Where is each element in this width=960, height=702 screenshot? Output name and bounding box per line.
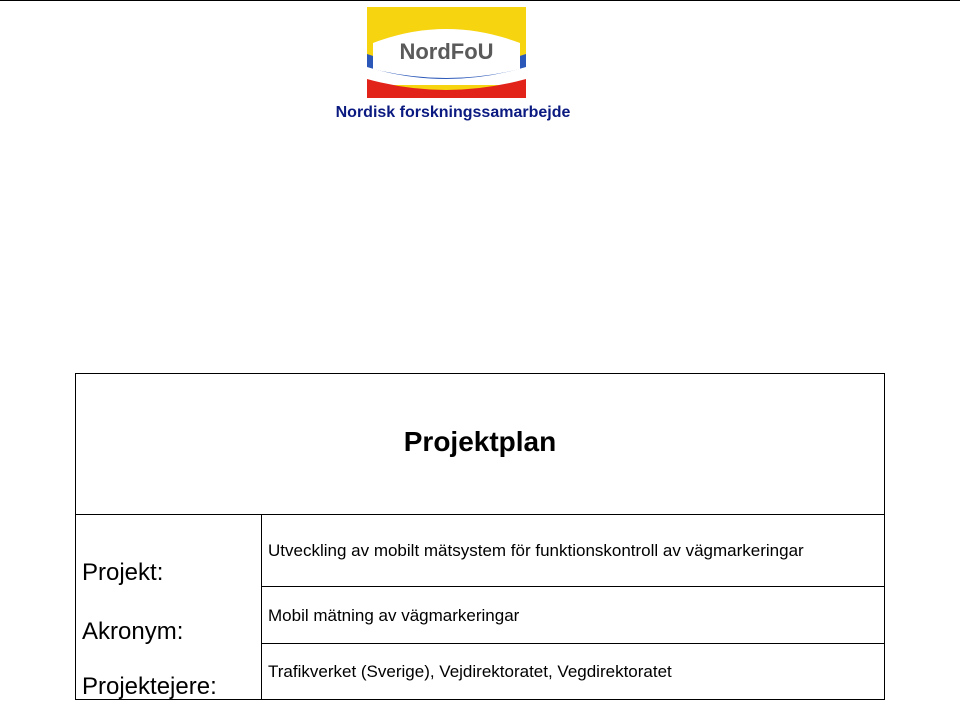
label-akronym: Akronym: xyxy=(82,618,184,645)
top-rule xyxy=(0,0,960,1)
value-akronym: Mobil mätning av vägmarkeringar xyxy=(268,606,520,625)
document-title: Projektplan xyxy=(403,426,557,457)
label-projektejere: Projektejere: xyxy=(82,673,217,700)
nordfou-logo xyxy=(367,7,526,98)
label-projekt: Projekt: xyxy=(82,559,164,586)
row-projektejere xyxy=(262,644,884,699)
project-table xyxy=(75,373,885,700)
label-column xyxy=(76,515,262,699)
value-projekt: Utveckling av mobilt mätsystem för funktionskontroll av vägmarkeringar xyxy=(268,541,804,560)
row-akronym xyxy=(262,587,884,644)
title-row xyxy=(76,374,884,515)
logo-text: NordFoU xyxy=(399,39,494,64)
value-projektejere: Trafikverket (Sverige), Vejdirektoratet, Vegdirektoratet xyxy=(268,662,672,681)
subtitle: Nordisk forskningssamarbejde xyxy=(335,104,571,121)
row-projekt xyxy=(262,515,884,587)
